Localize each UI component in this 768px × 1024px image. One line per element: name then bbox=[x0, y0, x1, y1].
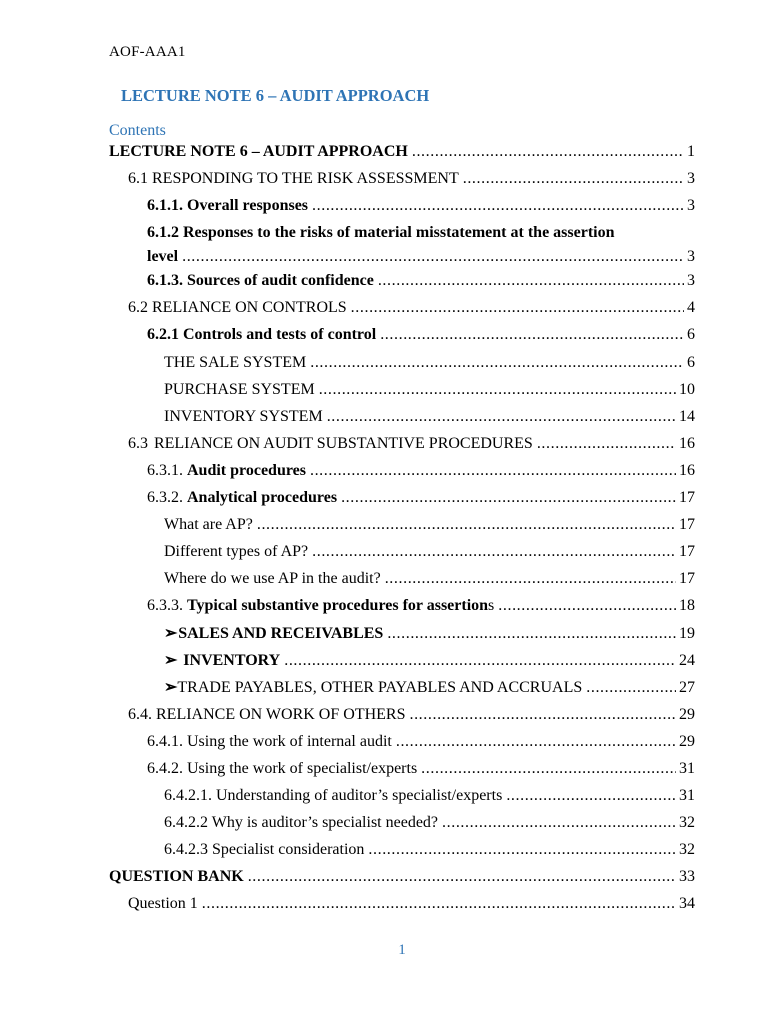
toc-leader-dots bbox=[182, 245, 684, 269]
toc-entry-label: What are AP? bbox=[164, 516, 253, 534]
toc-entry-purchase-system[interactable] bbox=[0, 378, 768, 405]
toc-leader-dots bbox=[368, 838, 676, 862]
toc-entry-label: Analytical procedures bbox=[187, 489, 338, 507]
toc-entry-6-3-2[interactable] bbox=[0, 486, 768, 513]
toc-entry-page: 31 bbox=[679, 759, 695, 777]
toc-entry-page: 6 bbox=[687, 326, 695, 344]
toc-entry-types-of-ap[interactable] bbox=[0, 540, 768, 567]
toc-entry-6-4-2-2[interactable] bbox=[0, 811, 768, 838]
toc-entry-6-1-2[interactable] bbox=[0, 221, 768, 269]
toc-leader-dots bbox=[351, 296, 684, 320]
toc-entry-label: LECTURE NOTE 6 – AUDIT APPROACH bbox=[109, 143, 408, 160]
toc-entry-page: 3 bbox=[687, 197, 695, 215]
toc-entry-label: 6.4. RELIANCE ON WORK OF OTHERS bbox=[128, 705, 406, 723]
toc-entry-page: 34 bbox=[679, 895, 695, 913]
toc-entry-page: 1 bbox=[687, 143, 695, 160]
toc-entry-label: 6.1 RESPONDING TO THE RISK ASSESSMENT bbox=[128, 170, 459, 188]
toc-entry-page: 3 bbox=[687, 170, 695, 188]
toc-entry-number: 6.3.2. bbox=[147, 489, 183, 507]
toc-leader-dots bbox=[385, 567, 676, 591]
toc-entry-label: 6.2 RELIANCE ON CONTROLS bbox=[128, 299, 347, 317]
toc-entry-question-1[interactable] bbox=[0, 892, 768, 919]
arrow-bullet-icon: ➢ bbox=[164, 651, 178, 669]
toc-entry-label: PURCHASE SYSTEM bbox=[164, 380, 315, 398]
toc-entry-label: QUESTION BANK bbox=[109, 868, 244, 886]
toc-entry-page: 32 bbox=[679, 814, 695, 832]
toc-leader-dots bbox=[409, 703, 676, 727]
toc-entry-label: 6.4.2.2 Why is auditor’s specialist needed? bbox=[164, 814, 439, 832]
toc-entry-6-4-2-3[interactable] bbox=[0, 838, 768, 865]
toc-leader-dots bbox=[248, 865, 676, 889]
toc-entry-page: 29 bbox=[679, 732, 695, 750]
toc-entry-label: 6.1.1. Overall responses bbox=[147, 197, 309, 215]
toc-leader-dots bbox=[537, 432, 676, 456]
arrow-bullet-icon: ➢ bbox=[164, 678, 178, 696]
toc-leader-dots bbox=[202, 892, 676, 916]
toc-entry-page: 17 bbox=[679, 516, 695, 534]
toc-leader-dots bbox=[257, 513, 676, 537]
arrow-bullet-icon: ➢ bbox=[164, 624, 178, 642]
toc-entry-label: INVENTORY bbox=[183, 651, 281, 669]
toc-leader-dots bbox=[312, 194, 684, 218]
toc-entry-6-4-2[interactable] bbox=[0, 757, 768, 784]
contents-heading: Contents bbox=[109, 122, 166, 139]
toc-entry-number: 6.3 bbox=[128, 434, 148, 452]
toc-entry-number: 6.3.1. bbox=[147, 461, 183, 479]
toc-entry-label: Question 1 bbox=[128, 895, 198, 913]
toc-leader-dots bbox=[498, 594, 676, 618]
toc-entry-page: 29 bbox=[679, 705, 695, 723]
toc-entry-label: Different types of AP? bbox=[164, 543, 309, 561]
toc-entry-page: 17 bbox=[679, 543, 695, 561]
toc-entry-page: 24 bbox=[679, 651, 695, 669]
toc-entry-label: Where do we use AP in the audit? bbox=[164, 570, 381, 588]
document-title: LECTURE NOTE 6 – AUDIT APPROACH bbox=[121, 86, 430, 105]
toc-entry-label: 6.4.1. Using the work of internal audit bbox=[147, 732, 392, 750]
toc-leader-dots bbox=[327, 405, 676, 429]
toc-entry-page: 32 bbox=[679, 841, 695, 859]
toc-entry-lecture-note-6[interactable] bbox=[0, 140, 768, 167]
toc-entry-where-ap-used[interactable] bbox=[0, 567, 768, 594]
toc-entry-label: SALES AND RECEIVABLES bbox=[178, 624, 384, 642]
toc-leader-dots bbox=[319, 378, 676, 402]
toc-leader-dots bbox=[421, 757, 676, 781]
toc-leader-dots bbox=[442, 811, 676, 835]
toc-entry-label: 6.2.1 Controls and tests of control bbox=[147, 326, 377, 344]
toc-entry-page: 6 bbox=[687, 353, 695, 371]
running-header: AOF-AAA1 bbox=[109, 44, 186, 60]
toc-entry-6-2-1[interactable] bbox=[0, 323, 768, 350]
toc-entry-page: 16 bbox=[679, 434, 695, 452]
toc-entry-label: RELIANCE ON AUDIT SUBSTANTIVE PROCEDURES bbox=[153, 434, 533, 452]
toc-entry-page: 3 bbox=[687, 272, 695, 290]
toc-entry-label: Typical substantive procedures for assertion bbox=[187, 597, 489, 615]
toc-entry-6-3-3[interactable] bbox=[0, 594, 768, 621]
toc-leader-dots bbox=[380, 323, 684, 347]
toc-entry-sales-receivables[interactable] bbox=[0, 622, 768, 649]
toc-leader-dots bbox=[284, 649, 676, 673]
toc-entry-page: 27 bbox=[679, 678, 695, 696]
toc-entry-page: 10 bbox=[679, 380, 695, 398]
toc-entry-label: THE SALE SYSTEM bbox=[164, 353, 307, 371]
toc-entry-page: 17 bbox=[679, 570, 695, 588]
toc-leader-dots bbox=[506, 784, 676, 808]
toc-leader-dots bbox=[586, 676, 676, 700]
toc-leader-dots bbox=[378, 269, 684, 293]
toc-entry-6-4[interactable] bbox=[0, 703, 768, 730]
toc-entry-trade-payables[interactable] bbox=[0, 676, 768, 703]
toc-entry-label-line1: 6.1.2 Responses to the risks of material misstatement at the assertion bbox=[147, 224, 615, 242]
toc-entry-6-3-1[interactable] bbox=[0, 459, 768, 486]
toc-entry-label-line2: level bbox=[147, 248, 179, 266]
toc-entry-page: 16 bbox=[679, 461, 695, 479]
toc-entry-label: 6.4.2. Using the work of specialist/experts bbox=[147, 759, 418, 777]
toc-leader-dots bbox=[387, 622, 676, 646]
toc-entry-6-3[interactable] bbox=[0, 432, 768, 459]
toc-entry-sale-system[interactable] bbox=[0, 351, 768, 378]
toc-entry-label-tail: s bbox=[488, 597, 495, 615]
toc-leader-dots bbox=[312, 540, 676, 564]
toc-entry-label: Audit procedures bbox=[187, 461, 306, 479]
toc-entry-number: 6.3.3. bbox=[147, 597, 183, 615]
toc-entry-6-1[interactable] bbox=[0, 167, 768, 194]
toc-entry-label: 6.4.2.1. Understanding of auditor’s specialist/experts bbox=[164, 787, 503, 805]
toc-leader-dots bbox=[341, 486, 676, 510]
toc-entry-label: TRADE PAYABLES, OTHER PAYABLES AND ACCRUALS bbox=[177, 678, 583, 696]
toc-leader-dots bbox=[396, 730, 676, 754]
toc-entry-what-are-ap[interactable] bbox=[0, 513, 768, 540]
toc-entry-inventory[interactable] bbox=[0, 649, 768, 676]
toc-entry-6-4-2-1[interactable] bbox=[0, 784, 768, 811]
page-number: 1 bbox=[398, 942, 406, 958]
toc-entry-label: 6.1.3. Sources of audit confidence bbox=[147, 272, 374, 290]
toc-leader-dots bbox=[463, 167, 684, 191]
toc-entry-6-2[interactable] bbox=[0, 296, 768, 323]
toc-entry-page: 14 bbox=[679, 407, 695, 425]
toc-entry-6-1-3[interactable] bbox=[0, 269, 768, 296]
toc-entry-question-bank[interactable] bbox=[0, 865, 768, 892]
toc-entry-6-4-1[interactable] bbox=[0, 730, 768, 757]
toc-entry-page: 31 bbox=[679, 787, 695, 805]
toc-entry-page: 3 bbox=[687, 248, 695, 266]
toc-entry-label: INVENTORY SYSTEM bbox=[164, 407, 323, 425]
toc-entry-6-1-1[interactable] bbox=[0, 194, 768, 221]
toc-entry-page: 33 bbox=[679, 868, 695, 886]
toc-leader-dots bbox=[310, 459, 676, 483]
toc-entry-page: 19 bbox=[679, 624, 695, 642]
toc-entry-page: 4 bbox=[687, 299, 695, 317]
toc-entry-page: 18 bbox=[679, 597, 695, 615]
toc-entry-label: 6.4.2.3 Specialist consideration bbox=[164, 841, 365, 859]
toc-entry-inventory-system[interactable] bbox=[0, 405, 768, 432]
toc-entry-page: 17 bbox=[679, 489, 695, 507]
table-of-contents bbox=[0, 140, 768, 920]
toc-leader-dots bbox=[412, 140, 684, 164]
toc-leader-dots bbox=[310, 351, 684, 375]
